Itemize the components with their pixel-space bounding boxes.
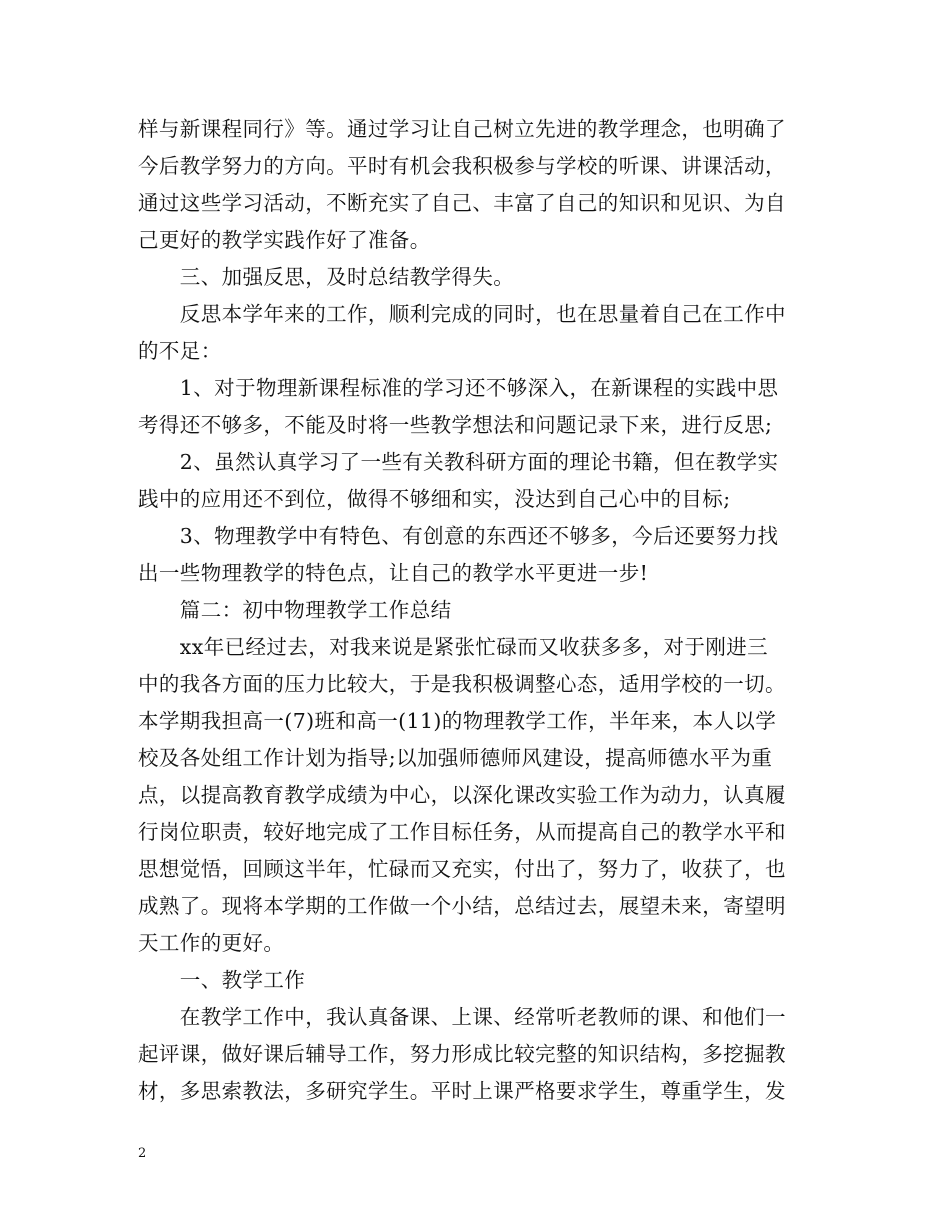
text-line: 反思本学年来的工作，顺利完成的同时，也在思量着自己在工作中 (138, 302, 786, 326)
text-line: 中的我各方面的压力比较大，于是我积极调整心态，适用学校的一切。 (138, 672, 786, 696)
page-number: 2 (138, 1146, 147, 1161)
text-line: 的不足： (138, 339, 222, 363)
text-line: 本学期我担高一(7)班和高一(11)的物理教学工作，半年来，本人以学 (138, 709, 777, 733)
text-line: 样与新课程同行》等。通过学习让自己树立先进的教学理念，也明确了 (138, 117, 786, 141)
text-line: 考得还不够多，不能及时将一些教学想法和问题记录下来，进行反思; (138, 413, 773, 437)
text-line: 点，以提高教育教学成绩为中心，以深化课改实验工作为动力，认真履 (138, 783, 786, 807)
text-line: 通过这些学习活动，不断充实了自己、丰富了自己的知识和见识、为自 (138, 191, 786, 215)
section-heading: 一、教学工作 (138, 968, 306, 992)
text-line: 思想觉悟，回顾这半年，忙碌而又充实，付出了，努力了，收获了，也 (138, 857, 786, 881)
text-line: 校及各处组工作计划为指导;以加强师德师风建设，提高师德水平为重 (138, 746, 773, 770)
text-line: 行岗位职责，较好地完成了工作目标任务，从而提高自己的教学水平和 (138, 820, 786, 844)
text-line: 天工作的更好。 (138, 931, 285, 955)
list-item: 2、虽然认真学习了一些有关教科研方面的理论书籍，但在教学实 (138, 450, 779, 474)
text-line: 今后教学努力的方向。平时有机会我积极参与学校的听课、讲课活动， (138, 154, 786, 178)
text-line: 己更好的教学实践作好了准备。 (138, 228, 431, 252)
text-line: 出一些物理教学的特色点，让自己的教学水平更进一步! (138, 561, 649, 585)
text-line: 成熟了。现将本学期的工作做一个小结，总结过去，展望未来，寄望明 (138, 894, 786, 918)
text-line: xx年已经过去，对我来说是紧张忙碌而又收获多多，对于刚进三 (138, 635, 769, 659)
text-line: 材，多思索教法，多研究学生。平时上课严格要求学生，尊重学生，发 (138, 1079, 786, 1103)
document-body (138, 111, 816, 1110)
text-line: 践中的应用还不到位，做得不够细和实，没达到自己心中的目标; (138, 487, 731, 511)
section-heading: 三、加强反思，及时总结教学得失。 (138, 265, 515, 289)
text-line: 起评课，做好课后辅导工作，努力形成比较完整的知识结构，多挖掘教 (138, 1042, 786, 1066)
chapter-heading: 篇二：初中物理教学工作总结 (138, 598, 452, 622)
list-item: 3、物理教学中有特色、有创意的东西还不够多，今后还要努力找 (138, 524, 779, 548)
text-line: 在教学工作中，我认真备课、上课、经常听老教师的课、和他们一 (138, 1005, 786, 1029)
list-item: 1、对于物理新课程标准的学习还不够深入，在新课程的实践中思 (138, 376, 779, 400)
